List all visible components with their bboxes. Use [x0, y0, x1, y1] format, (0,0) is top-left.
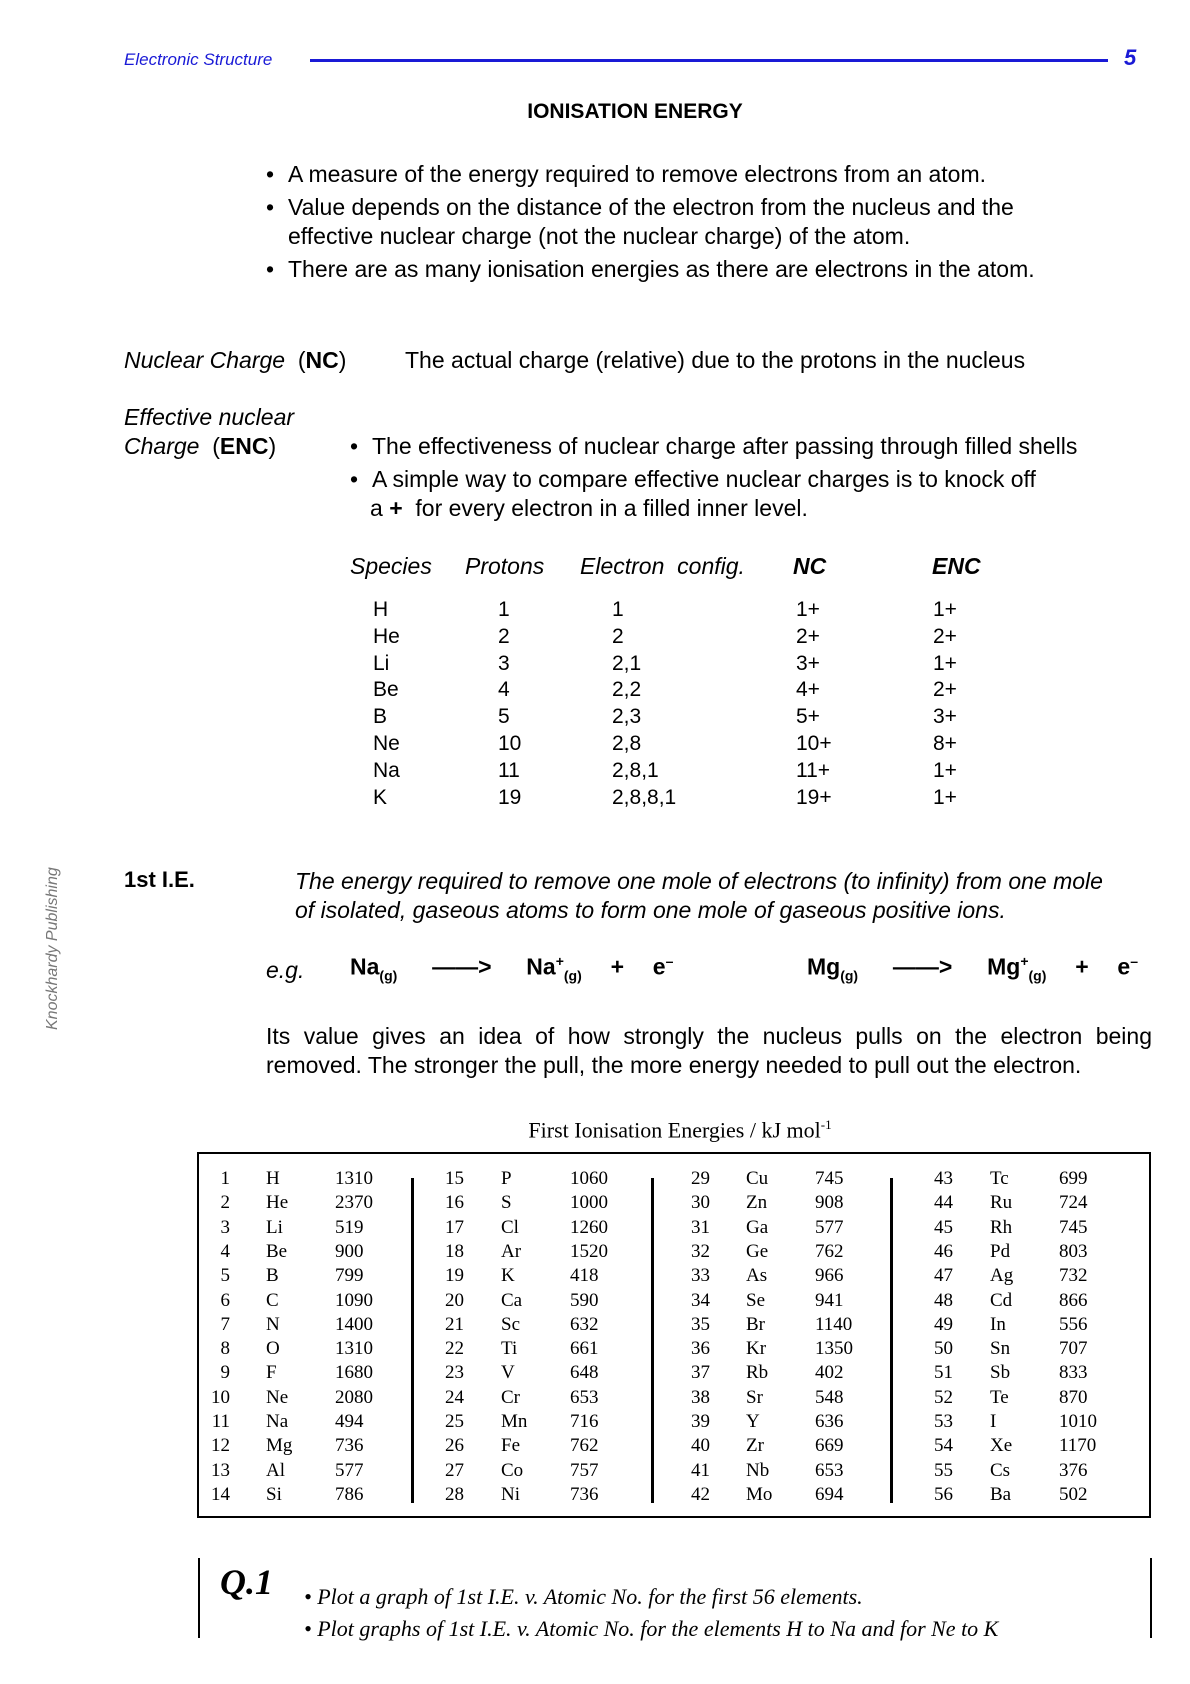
- ie-value-cell: 1680: [335, 1362, 373, 1384]
- nc-cell: 10+: [796, 732, 832, 755]
- element-symbol-cell: N: [266, 1313, 280, 1335]
- ie-value-cell: 866: [1059, 1289, 1088, 1311]
- ie-value-cell: 494: [335, 1411, 364, 1432]
- ie-value-cell: 762: [570, 1435, 599, 1457]
- element-symbol-cell: In: [990, 1313, 1006, 1335]
- enc-cont-text: for every electron in a filled inner level.: [415, 495, 808, 521]
- enc-cell: 3+: [933, 705, 957, 729]
- element-symbol-cell: Tc: [990, 1168, 1009, 1189]
- first-ie-definition-line1: The energy required to remove one mole of electrons (to infinity) from one mole: [295, 868, 1103, 894]
- enc-cell: 2+: [933, 678, 957, 702]
- atomic-number-cell: 56: [934, 1483, 953, 1505]
- element-symbol-cell: He: [266, 1192, 289, 1214]
- explanation-line1: Its value gives an idea of how strongly the nucleus pulls on the electron being: [266, 1023, 1152, 1049]
- ie-value-cell: 1520: [570, 1240, 608, 1262]
- enc-term-text: Effective nuclear: [124, 404, 295, 430]
- element-symbol-cell: Ge: [746, 1240, 769, 1262]
- enc-abbr: ENC: [219, 433, 269, 459]
- element-symbol-cell: Ne: [266, 1386, 289, 1408]
- atomic-number-cell: 34: [691, 1289, 710, 1311]
- question-right-bar: [1150, 1558, 1152, 1638]
- element-symbol-cell: Na: [266, 1411, 289, 1432]
- element-symbol-cell: Si: [266, 1483, 282, 1505]
- element-symbol-cell: Te: [990, 1386, 1009, 1408]
- ie-value-cell: 548: [815, 1386, 844, 1408]
- equation-sodium: [350, 953, 673, 983]
- element-symbol-cell: As: [746, 1265, 768, 1287]
- protons-cell: 11: [498, 758, 520, 782]
- ie-value-cell: 724: [1059, 1192, 1088, 1214]
- element-symbol-cell: B: [266, 1265, 279, 1287]
- ie-value-cell: 786: [335, 1483, 364, 1505]
- nc-cell: 5+: [796, 705, 820, 729]
- atomic-number-cell: 27: [445, 1459, 464, 1481]
- enc-cont-text: a: [370, 495, 383, 521]
- species-cell: H: [373, 598, 389, 621]
- atomic-number-cell: 39: [691, 1411, 710, 1432]
- protons-cell: 3: [498, 651, 510, 675]
- nc-cell: 1+: [796, 598, 820, 621]
- protons-cell: 1: [498, 598, 510, 621]
- atomic-number-cell: 24: [445, 1386, 464, 1408]
- ie-value-cell: 648: [570, 1362, 599, 1384]
- element-symbol-cell: Cl: [501, 1216, 519, 1238]
- element-symbol-cell: Rb: [746, 1362, 769, 1384]
- eq-state: (g): [840, 967, 859, 984]
- eq-charge: –: [665, 953, 674, 969]
- ie-value-cell: 1260: [570, 1216, 608, 1238]
- enc-cell: 8+: [933, 732, 957, 755]
- ie-value-cell: 519: [335, 1216, 364, 1238]
- ie-value-cell: 502: [1059, 1483, 1088, 1505]
- ie-value-cell: 669: [815, 1435, 844, 1457]
- question-line2: • Plot graphs of 1st I.E. v. Atomic No. for the elements H to Na and for Ne to K: [304, 1616, 999, 1641]
- eq-charge: –: [1130, 953, 1138, 969]
- element-symbol-cell: Ca: [501, 1289, 523, 1311]
- ie-value-cell: 732: [1059, 1265, 1088, 1287]
- electron-config-cell: 2: [612, 624, 624, 648]
- nc-header: NC: [793, 553, 827, 579]
- question-left-bar: [198, 1558, 200, 1638]
- element-symbol-cell: Ar: [501, 1240, 522, 1262]
- eq-plus: +: [610, 953, 624, 980]
- element-symbol-cell: Cd: [990, 1289, 1013, 1311]
- element-symbol-cell: Ba: [990, 1483, 1012, 1505]
- eq-state: (g): [563, 967, 582, 984]
- atomic-number-cell: 8: [220, 1338, 230, 1360]
- first-ie-definition-line2: of isolated, gaseous atoms to form one mole of gaseous positive ions.: [295, 897, 1006, 923]
- atomic-number-cell: 49: [934, 1313, 953, 1335]
- element-symbol-cell: O: [266, 1338, 280, 1360]
- ie-value-cell: 762: [815, 1240, 844, 1262]
- ie-value-cell: 556: [1059, 1313, 1088, 1335]
- eq-product: Na: [526, 953, 556, 980]
- atomic-number-cell: 40: [691, 1435, 710, 1457]
- bullet-symbol: •: [266, 161, 275, 187]
- ie-value-cell: 577: [335, 1459, 364, 1481]
- element-symbol-cell: P: [501, 1168, 512, 1189]
- equation-magnesium: [807, 953, 1138, 983]
- protons-cell: 2: [498, 624, 510, 648]
- ie-value-cell: 694: [815, 1483, 844, 1505]
- ie-value-cell: 736: [335, 1435, 364, 1457]
- nc-cell: 4+: [796, 678, 820, 702]
- atomic-number-cell: 47: [934, 1265, 953, 1287]
- ie-value-cell: 1060: [570, 1168, 608, 1189]
- protons-cell: 19: [498, 785, 522, 809]
- atomic-number-cell: 19: [445, 1265, 464, 1287]
- ie-table-caption: [0, 1117, 1190, 1143]
- atomic-number-cell: 46: [934, 1240, 953, 1262]
- ie-value-cell: 653: [815, 1459, 844, 1481]
- atomic-number-cell: 1: [220, 1168, 230, 1189]
- enc-cell: 1+: [933, 651, 957, 675]
- element-symbol-cell: Ru: [990, 1192, 1013, 1214]
- protons-cell: 10: [498, 732, 522, 755]
- electron-config-cell: 2,8,1: [612, 758, 659, 782]
- atomic-number-cell: 38: [691, 1386, 710, 1408]
- nc-definition: The actual charge (relative) due to the protons in the nucleus: [405, 347, 1026, 373]
- atomic-number-cell: 52: [934, 1386, 953, 1408]
- element-symbol-cell: Mg: [266, 1435, 293, 1457]
- eq-reactant: Mg: [807, 953, 841, 980]
- element-symbol-cell: Ga: [746, 1216, 769, 1238]
- ie-value-cell: 2080: [335, 1386, 373, 1408]
- element-symbol-cell: F: [266, 1362, 277, 1384]
- page-title: IONISATION ENERGY: [527, 100, 743, 123]
- reaction-arrow: ——>: [432, 953, 492, 980]
- ie-column-divider: [890, 1178, 893, 1503]
- enc-term-text: Charge: [124, 433, 200, 459]
- element-symbol-cell: Br: [746, 1313, 765, 1335]
- enc-header: ENC: [932, 553, 981, 579]
- atomic-number-cell: 23: [445, 1362, 464, 1384]
- ie-value-cell: 870: [1059, 1386, 1088, 1408]
- atomic-number-cell: 42: [691, 1483, 710, 1505]
- atomic-number-cell: 7: [220, 1313, 230, 1335]
- atomic-number-cell: 41: [691, 1459, 710, 1481]
- ie-value-cell: 1010: [1059, 1411, 1097, 1432]
- atomic-number-cell: 53: [934, 1411, 953, 1432]
- ie-value-cell: 1000: [570, 1192, 608, 1214]
- atomic-number-cell: 31: [691, 1216, 710, 1238]
- nc-cell: 11+: [796, 758, 831, 782]
- ie-column-divider: [651, 1178, 654, 1503]
- question-label: Q.1: [220, 1562, 273, 1602]
- atomic-number-cell: 11: [211, 1411, 230, 1432]
- ie-value-cell: 632: [570, 1313, 599, 1335]
- electron-config-cell: 2,1: [612, 651, 642, 675]
- atomic-number-cell: 22: [445, 1338, 464, 1360]
- header-rule: [310, 59, 1108, 62]
- intro-bullet-2-continuation: effective nuclear charge (not the nuclear charge) of the atom.: [288, 223, 911, 249]
- element-symbol-cell: Mn: [501, 1411, 528, 1432]
- atomic-number-cell: 5: [220, 1265, 230, 1287]
- element-symbol-cell: Rh: [990, 1216, 1013, 1238]
- ie-value-cell: 799: [335, 1265, 364, 1287]
- atomic-number-cell: 44: [934, 1192, 953, 1214]
- element-symbol-cell: Sr: [746, 1386, 763, 1408]
- atomic-number-cell: 4: [220, 1240, 230, 1262]
- ie-value-cell: 661: [570, 1338, 599, 1360]
- ie-value-cell: 653: [570, 1386, 599, 1408]
- element-symbol-cell: Kr: [746, 1338, 767, 1360]
- intro-bullet-text: There are as many ionisation energies as there are electrons in the atom.: [288, 256, 1035, 282]
- nc-cell: 2+: [796, 624, 820, 648]
- ie-value-cell: 803: [1059, 1240, 1088, 1262]
- ie-value-cell: 1170: [1059, 1435, 1097, 1457]
- atomic-number-cell: 35: [691, 1313, 710, 1335]
- atomic-number-cell: 18: [445, 1240, 464, 1262]
- eq-electron: e: [652, 953, 666, 980]
- ie-value-cell: 636: [815, 1411, 844, 1432]
- enc-term-line1: [124, 403, 294, 432]
- atomic-number-cell: 48: [934, 1289, 953, 1311]
- nc-term-text: Nuclear Charge: [124, 347, 286, 373]
- element-symbol-cell: Y: [746, 1411, 760, 1432]
- atomic-number-cell: 43: [934, 1168, 953, 1189]
- enc-term-line2: Charge (ENC): [124, 433, 277, 459]
- element-symbol-cell: Ti: [501, 1338, 518, 1360]
- atomic-number-cell: 32: [691, 1240, 710, 1262]
- species-cell: B: [373, 705, 388, 729]
- ie-value-cell: 736: [570, 1483, 599, 1505]
- ie-value-cell: 2370: [335, 1192, 373, 1214]
- element-symbol-cell: Se: [746, 1289, 765, 1311]
- atomic-number-cell: 21: [445, 1313, 464, 1335]
- enc-bullet-text: The effectiveness of nuclear charge after passing through filled shells: [372, 433, 1078, 459]
- atomic-number-cell: 25: [445, 1411, 464, 1432]
- element-symbol-cell: K: [501, 1265, 515, 1287]
- element-symbol-cell: Zr: [746, 1435, 764, 1457]
- protons-cell: 4: [498, 678, 510, 702]
- element-symbol-cell: V: [501, 1362, 515, 1384]
- element-symbol-cell: Cr: [501, 1386, 520, 1408]
- element-symbol-cell: Li: [266, 1216, 283, 1238]
- element-symbol-cell: Ag: [990, 1265, 1014, 1287]
- first-ie-label: 1st I.E.: [124, 867, 195, 892]
- atomic-number-cell: 12: [211, 1435, 230, 1457]
- atomic-number-cell: 33: [691, 1265, 710, 1287]
- protons-header: Protons: [465, 553, 545, 579]
- eq-plus: +: [1075, 953, 1089, 980]
- atomic-number-cell: 3: [220, 1216, 230, 1238]
- atomic-number-cell: 55: [934, 1459, 953, 1481]
- intro-bullet-text: Value depends on the distance of the electron from the nucleus and the: [288, 194, 1014, 220]
- atomic-number-cell: 30: [691, 1192, 710, 1214]
- nc-abbr: NC: [305, 347, 339, 373]
- nc-cell: 3+: [796, 651, 820, 675]
- atomic-number-cell: 2: [220, 1192, 230, 1214]
- reaction-arrow: ——>: [892, 953, 953, 980]
- ie-caption-text: First Ionisation Energies / kJ mol: [528, 1117, 821, 1143]
- element-symbol-cell: I: [990, 1411, 997, 1432]
- atomic-number-cell: 17: [445, 1216, 464, 1238]
- ie-value-cell: 590: [570, 1289, 599, 1311]
- species-cell: Li: [373, 651, 390, 675]
- eq-reactant: Na: [350, 953, 380, 980]
- atomic-number-cell: 29: [691, 1168, 710, 1189]
- bullet-symbol: •: [266, 256, 275, 282]
- ie-value-cell: 757: [570, 1459, 599, 1481]
- running-header-section: Electronic Structure: [124, 50, 273, 69]
- eq-charge: +: [555, 953, 564, 969]
- atomic-number-cell: 54: [934, 1435, 953, 1457]
- element-symbol-cell: Be: [266, 1240, 288, 1262]
- ie-value-cell: 1350: [815, 1338, 853, 1360]
- atomic-number-cell: 50: [934, 1338, 953, 1360]
- element-symbol-cell: Pd: [990, 1240, 1011, 1262]
- atomic-number-cell: 10: [211, 1386, 230, 1408]
- ie-value-cell: 402: [815, 1362, 844, 1384]
- atomic-number-cell: 6: [220, 1289, 230, 1311]
- species-cell: K: [373, 785, 388, 809]
- ie-value-cell: 716: [570, 1411, 599, 1432]
- plus-symbol: +: [389, 495, 403, 521]
- ie-value-cell: 966: [815, 1265, 844, 1287]
- electron-config-cell: 2,8: [612, 732, 642, 755]
- atomic-number-cell: 9: [220, 1362, 230, 1384]
- enc-cell: 2+: [933, 624, 957, 648]
- element-symbol-cell: Cu: [746, 1168, 769, 1189]
- ie-value-cell: 1310: [335, 1168, 373, 1189]
- electron-config-cell: 2,8,8,1: [612, 785, 677, 809]
- publisher-side-text: Knockhardy Publishing: [44, 867, 61, 1030]
- element-symbol-cell: Al: [266, 1459, 285, 1481]
- element-symbol-cell: Sc: [501, 1313, 520, 1335]
- enc-cell: 1+: [933, 758, 957, 782]
- eq-state: (g): [379, 967, 398, 984]
- element-symbol-cell: Cs: [990, 1459, 1011, 1481]
- species-cell: Be: [373, 678, 399, 702]
- enc-cell: 1+: [933, 598, 957, 621]
- bullet-symbol: •: [350, 466, 359, 492]
- element-symbol-cell: Sb: [990, 1362, 1011, 1384]
- ie-value-cell: 418: [570, 1265, 599, 1287]
- element-symbol-cell: Mo: [746, 1483, 773, 1505]
- ie-value-cell: 707: [1059, 1338, 1088, 1360]
- bullet-symbol: •: [266, 194, 275, 220]
- element-symbol-cell: Co: [501, 1459, 524, 1481]
- atomic-number-cell: 37: [691, 1362, 710, 1384]
- nc-term: Nuclear Charge (NC): [124, 347, 347, 373]
- atomic-number-cell: 13: [211, 1459, 230, 1481]
- element-symbol-cell: H: [266, 1168, 280, 1189]
- electron-config-cell: 1: [612, 598, 624, 621]
- ie-value-cell: 376: [1059, 1459, 1088, 1481]
- element-symbol-cell: Sn: [990, 1338, 1011, 1360]
- ie-value-cell: 941: [815, 1289, 844, 1311]
- species-cell: He: [373, 624, 400, 648]
- ie-value-cell: 900: [335, 1240, 364, 1262]
- page-number: 5: [1124, 45, 1137, 70]
- eq-state: (g): [1028, 967, 1047, 984]
- electron-config-cell: 2,2: [612, 678, 642, 702]
- electron-config-cell: 2,3: [612, 705, 642, 729]
- bullet-symbol: •: [350, 433, 359, 459]
- ie-value-cell: 908: [815, 1192, 844, 1214]
- protons-cell: 5: [498, 705, 510, 729]
- ie-value-cell: 1400: [335, 1313, 373, 1335]
- ie-value-cell: 699: [1059, 1168, 1088, 1189]
- ie-value-cell: 833: [1059, 1362, 1088, 1384]
- electron-config-header: Electron config.: [580, 553, 745, 579]
- atomic-number-cell: 15: [445, 1168, 464, 1189]
- eq-electron: e: [1117, 953, 1131, 980]
- atomic-number-cell: 14: [211, 1483, 230, 1505]
- ie-value-cell: 1090: [335, 1289, 373, 1311]
- atomic-number-cell: 26: [445, 1435, 464, 1457]
- eq-product: Mg: [987, 953, 1021, 980]
- explanation-line2: removed. The stronger the pull, the more energy needed to pull out the electron.: [266, 1052, 1082, 1078]
- element-symbol-cell: Xe: [990, 1435, 1013, 1457]
- ie-value-cell: 745: [815, 1168, 844, 1189]
- element-symbol-cell: Fe: [501, 1435, 520, 1457]
- element-symbol-cell: C: [266, 1289, 279, 1311]
- enc-bullet-2-continuation: [370, 494, 808, 523]
- element-symbol-cell: Ni: [501, 1483, 520, 1505]
- atomic-number-cell: 28: [445, 1483, 464, 1505]
- nc-cell: 19+: [796, 785, 832, 809]
- atomic-number-cell: 51: [934, 1362, 953, 1384]
- atomic-number-cell: 16: [445, 1192, 464, 1214]
- ie-value-cell: 745: [1059, 1216, 1088, 1238]
- atomic-number-cell: 20: [445, 1289, 464, 1311]
- element-symbol-cell: Nb: [746, 1459, 770, 1481]
- species-cell: Ne: [373, 732, 400, 755]
- ie-column-divider: [411, 1178, 414, 1503]
- species-header: Species: [350, 553, 432, 579]
- atomic-number-cell: 36: [691, 1338, 710, 1360]
- question-line1: • Plot a graph of 1st I.E. v. Atomic No. for the first 56 elements.: [304, 1584, 863, 1609]
- ie-value-cell: 577: [815, 1216, 844, 1238]
- atomic-number-cell: 45: [934, 1216, 953, 1238]
- eq-charge: +: [1020, 953, 1029, 969]
- eg-label: e.g.: [266, 957, 305, 983]
- element-symbol-cell: Zn: [746, 1192, 768, 1214]
- ie-value-cell: 1140: [815, 1313, 853, 1335]
- enc-bullet-text: A simple way to compare effective nuclear charges is to knock off: [372, 466, 1036, 492]
- species-cell: Na: [373, 758, 400, 782]
- element-symbol-cell: S: [501, 1192, 512, 1214]
- enc-cell: 1+: [933, 785, 957, 809]
- intro-bullet-text: A measure of the energy required to remove electrons from an atom.: [288, 161, 987, 187]
- ie-caption-unit-exponent: -1: [820, 1117, 832, 1132]
- ie-value-cell: 1310: [335, 1338, 373, 1360]
